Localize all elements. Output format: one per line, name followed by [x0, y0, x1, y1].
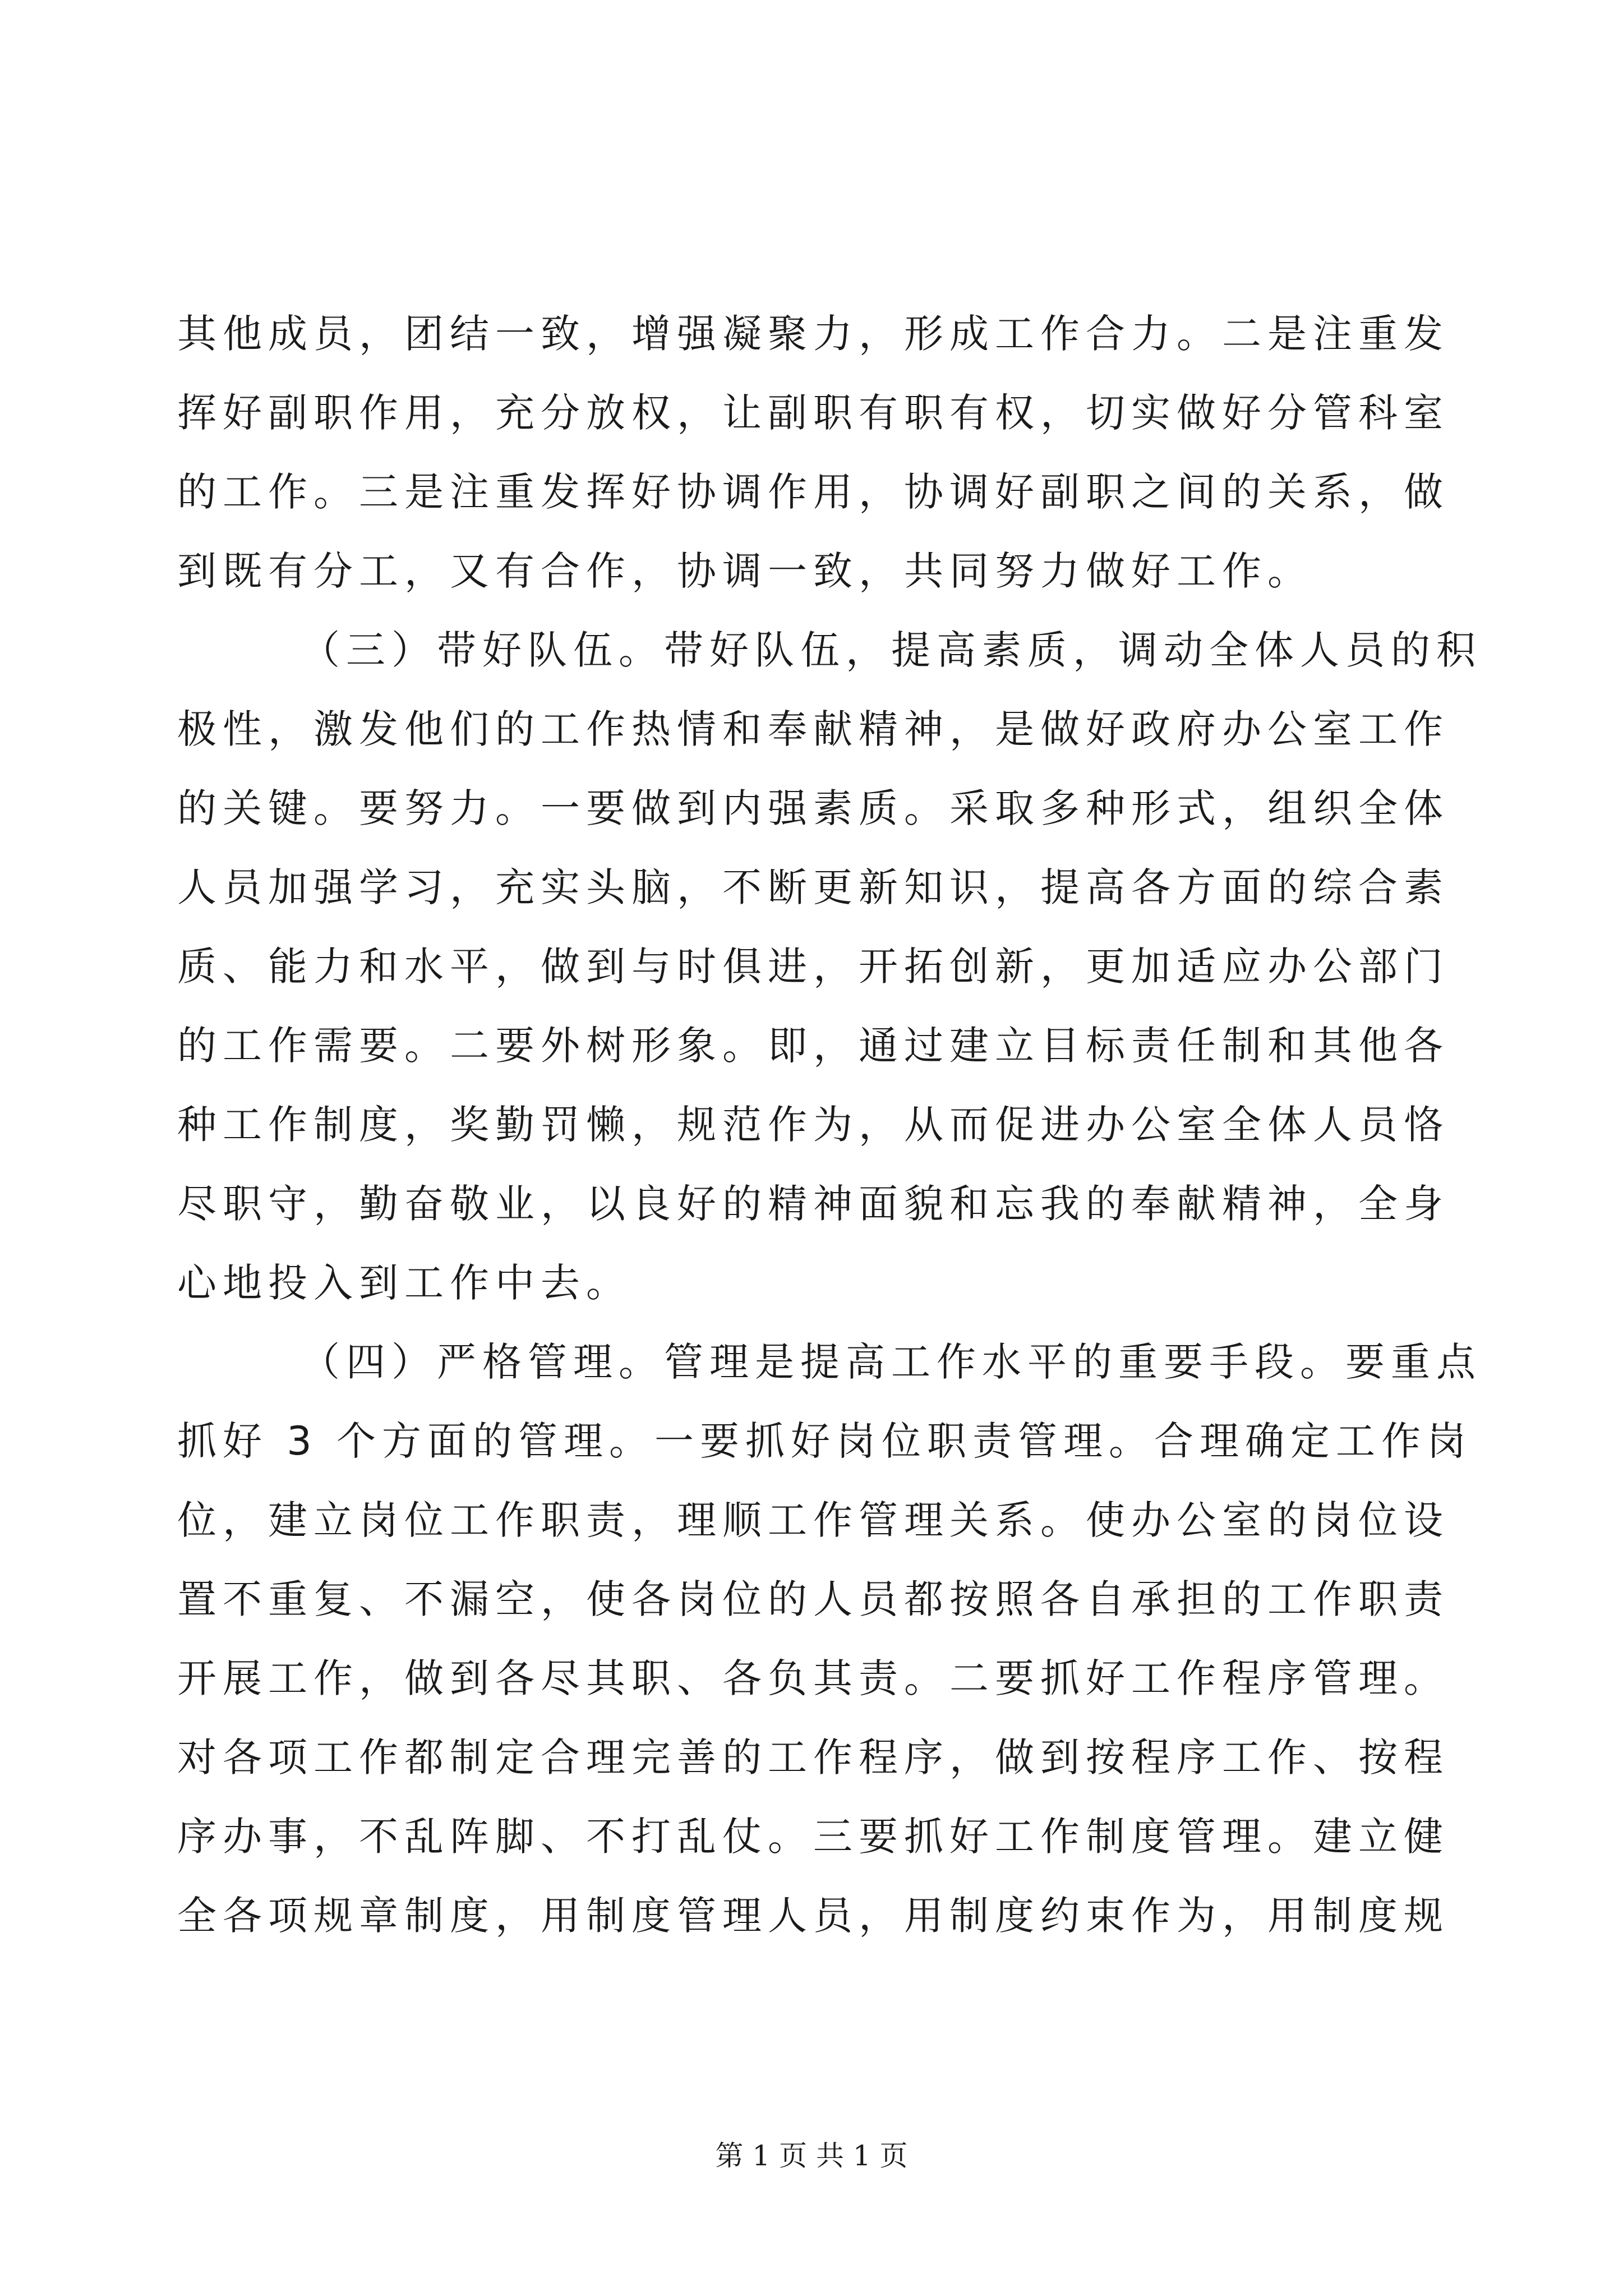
body-text-line: 其他成员，团结一致，增强凝聚力，形成工作合力。二是注重发	[177, 311, 1449, 357]
body-text-line: 极性，激发他们的工作热情和奉献精神，是做好政府办公室工作	[177, 706, 1449, 752]
body-text-line: 挥好副职作用，充分放权，让副职有职有权，切实做好分管科室	[177, 390, 1449, 436]
body-text-line: 的关键。要努力。一要做到内强素质。采取多种形式，组织全体	[177, 785, 1449, 831]
body-text-line: 置不重复、不漏空，使各岗位的人员都按照各自承担的工作职责	[177, 1576, 1449, 1622]
body-text-line: 到既有分工，又有合作，协调一致，共同努力做好工作。	[177, 548, 1313, 594]
body-text-line: 质、能力和水平，做到与时俱进，开拓创新，更加适应办公部门	[177, 944, 1449, 990]
body-text-line: 开展工作，做到各尽其职、各负其责。二要抓好工作程序管理。	[177, 1655, 1449, 1701]
paragraph-heading-line: （三）带好队伍。带好队伍，提高素质，调动全体人员的积	[301, 627, 1482, 673]
body-text-line: 的工作。三是注重发挥好协调作用，协调好副职之间的关系，做	[177, 469, 1449, 515]
paragraph-heading-line: （四）严格管理。管理是提高工作水平的重要手段。要重点	[301, 1339, 1482, 1385]
body-text-line: 心地投入到工作中去。	[177, 1260, 631, 1306]
body-text-line: 尽职守，勤奋敬业，以良好的精神面貌和忘我的奉献精神，全身	[177, 1181, 1449, 1227]
body-text-line: 抓好 3 个方面的管理。一要抓好岗位职责管理。合理确定工作岗	[177, 1418, 1473, 1464]
body-text-line: 种工作制度，奖勤罚懒，规范作为，从而促进办公室全体人员恪	[177, 1102, 1449, 1148]
body-text-line: 位，建立岗位工作职责，理顺工作管理关系。使办公室的岗位设	[177, 1497, 1449, 1543]
body-text-line: 的工作需要。二要外树形象。即，通过建立目标责任制和其他各	[177, 1023, 1449, 1069]
page-footer: 第 1 页 共 1 页	[715, 2139, 908, 2172]
body-text-line: 全各项规章制度，用制度管理人员，用制度约束作为，用制度规	[177, 1893, 1449, 1939]
body-text-line: 人员加强学习，充实头脑，不断更新知识，提高各方面的综合素	[177, 864, 1449, 910]
body-text-line: 序办事，不乱阵脚、不打乱仗。三要抓好工作制度管理。建立健	[177, 1814, 1449, 1860]
body-text-line: 对各项工作都制定合理完善的工作程序，做到按程序工作、按程	[177, 1734, 1449, 1780]
